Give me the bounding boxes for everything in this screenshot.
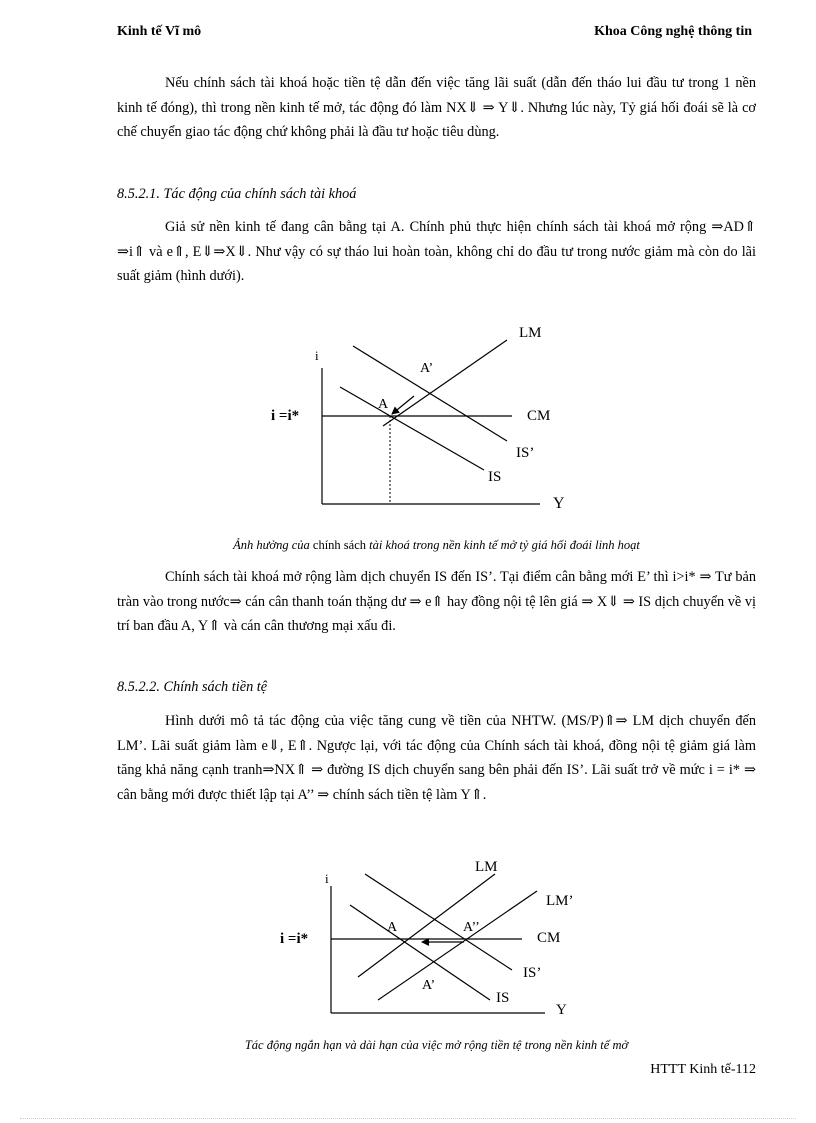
section-heading-fiscal: 8.5.2.1. Tác động của chính sách tài khoá: [117, 186, 357, 202]
label-is: IS: [488, 469, 502, 485]
label-a-double-prime: A’’: [463, 920, 480, 935]
lm-curve: [383, 340, 507, 426]
label-y-axis: Y: [556, 1002, 567, 1018]
paragraph-3-text: Chính sách tài khoá mở rộng làm dịch chuyển IS đến IS’. Tại điểm cân bằng mới E’ thì i>i* ⇒ Tư bản tràn vào trong nước⇒ cán cân thanh toán thặng dư ⇒ e⇑ hay đồng nội tệ lên giá ⇒ X⇓ ⇒ IS dịch chuyển về vị trí ban đầu A, Y⇑ và cán cân thương mại xấu đi.: [117, 569, 756, 635]
paragraph-2-text: Giả sử nền kinh tế đang cân bằng tại A. Chính phủ thực hiện chính sách tài khoá mở rộng ⇒AD⇑ ⇒i⇑ và e⇑, E⇓⇒X⇓. Như vậy có sự tháo lui hoàn toàn, không chỉ do đầu tư trong nước giảm mà còn do lãi suất giảm (hình dưới).: [117, 219, 756, 285]
section-heading-monetary: 8.5.2.2. Chính sách tiền tệ: [117, 679, 268, 695]
paragraph-4-text: Hình dưới mô tả tác động của việc tăng cung về tiền của NHTW. (MS/P)⇑⇒ LM dịch chuyển đến LM’. Lãi suất giảm làm e⇓, E⇑. Ngược lại, với tác động của Chính sách tài khoá, đồng nội tệ giảm giá làm tăng khả năng cạnh tranh⇒NX⇑ ⇒ đường IS dịch chuyển sang bên phải đến IS’. Lãi suất trở về mức i = i* ⇒ cân bằng mới được thiết lập tại A’’ ⇒ chính sách tiền tệ làm Y⇑.: [117, 713, 756, 803]
figure-fiscal-policy: [0, 310, 816, 550]
label-a: A: [378, 397, 389, 412]
label-y-axis: Y: [553, 495, 565, 512]
adjustment-arrow: [392, 396, 414, 414]
paragraph-2: [117, 215, 756, 289]
figure-1-caption-b: chính sách: [312, 538, 367, 552]
figure-1-caption: [117, 538, 756, 553]
label-i-axis: i: [315, 348, 319, 363]
figure-monetary-policy: [0, 850, 816, 1030]
label-cm: CM: [537, 930, 561, 946]
label-cm: CM: [527, 408, 551, 424]
figure-1-caption-c: tài khoá trong nền kinh tế mở tỷ giá hối đoái linh hoạt: [366, 538, 640, 552]
label-lm: LM: [475, 859, 498, 875]
lm-prime-curve: [378, 891, 537, 1000]
label-i-axis: i: [325, 871, 329, 886]
is-curve: [340, 387, 484, 470]
paragraph-1: [117, 71, 756, 145]
paragraph-3: [117, 565, 756, 639]
label-a-prime: A’: [420, 361, 434, 376]
label-istar: i =i*: [280, 931, 309, 947]
label-a: A: [387, 920, 398, 935]
label-a-prime: A’: [422, 978, 436, 993]
paragraph-1-text: Nếu chính sách tài khoá hoặc tiền tệ dẫn đến việc tăng lãi suất (dẫn đến tháo lui đầu tư trong 1 nền kinh tế đóng), thì trong nền kinh tế mở, tác động đó làm NX⇓ ⇒ Y⇓. Nhưng lúc này, Tỷ giá hối đoái sẽ là cơ chế chuyển giao tác động chứ không phải là đầu tư hoặc tiêu dùng.: [117, 75, 756, 141]
page-footer: HTTT Kinh tế-112: [650, 1062, 756, 1077]
label-lm-prime: LM’: [546, 893, 574, 909]
bottom-divider: [20, 1118, 796, 1119]
paragraph-4: [117, 709, 756, 807]
label-istar: i =i*: [271, 408, 300, 424]
figure-1-caption-a: Ảnh hưởng của: [233, 538, 313, 552]
label-is-prime: IS’: [523, 965, 542, 981]
header-left: Kinh tế Vĩ mô: [117, 24, 202, 39]
header-right: Khoa Công nghệ thông tin: [594, 24, 752, 39]
label-is: IS: [496, 990, 510, 1006]
figure-2-caption: Tác động ngắn hạn và dài hạn của việc mở rộng tiền tệ trong nền kinh tế mở: [244, 1038, 629, 1052]
label-lm: LM: [519, 325, 542, 341]
label-is-prime: IS’: [516, 445, 535, 461]
